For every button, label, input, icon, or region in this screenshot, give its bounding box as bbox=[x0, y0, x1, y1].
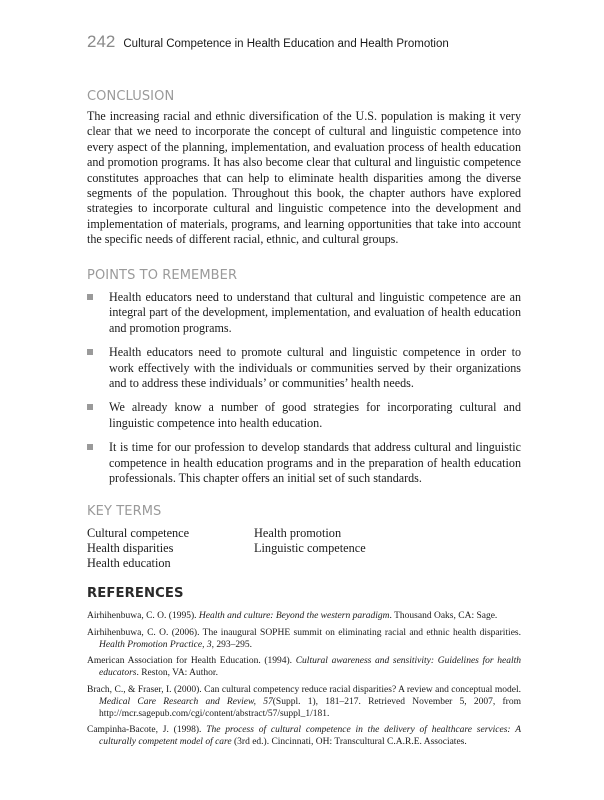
key-term: Linguistic competence bbox=[254, 541, 366, 556]
reference-text: (3rd ed.). Cincinnati, OH: Transcultural C.A.R.E. Associates. bbox=[231, 737, 467, 747]
list-item-text: Health educators need to promote cultural and linguistic competence in order to work effectively with the individuals or communities served by their organizations and to address these individuals’ or communities’ health needs. bbox=[109, 345, 521, 391]
reference-title: The process of cultural competence in the delivery of healthcare services: A culturally competent model of care bbox=[99, 725, 521, 747]
list-item-text: It is time for our profession to develop standards that address cultural and linguistic competence in health education programs and in the preparation of health education professionals. This chapter offers an initial set of such standards. bbox=[109, 440, 521, 486]
reference-entry bbox=[87, 655, 521, 679]
reference-entry bbox=[87, 610, 521, 622]
key-terms-list bbox=[87, 526, 421, 572]
points-heading: POINTS TO REMEMBER bbox=[87, 268, 238, 283]
list-item bbox=[87, 400, 521, 431]
square-bullet-icon bbox=[87, 349, 93, 355]
square-bullet-icon bbox=[87, 444, 93, 450]
list-item bbox=[87, 290, 521, 336]
key-term: Health disparities bbox=[87, 541, 174, 556]
square-bullet-icon bbox=[87, 404, 93, 410]
reference-text: (Suppl. 1), 181–217. Retrieved November 5, 2007, from http://mcr.sagepub.com/cgi/content/abstract/57/suppl_1/181. bbox=[99, 696, 521, 719]
key-term: Health promotion bbox=[254, 526, 342, 540]
points-list bbox=[87, 290, 521, 495]
reference-entry bbox=[87, 684, 521, 720]
conclusion-heading: CONCLUSION bbox=[87, 89, 175, 104]
conclusion-paragraph: The increasing racial and ethnic diversification of the U.S. population is making it very clear that we need to incorporate the concept of cultural and linguistic competence into every aspect of the planning, implementation, and evaluation process of health education and promotion programs. It has also become clear that cultural and linguistic competence constitutes approaches that can help to eliminate health disparities among the diverse segments of the population. Throughout this book, the chapter authors have explored strategies to incorporate cultural and linguistic competence into the development and implementation of materials, programs, and learning opportunities that take into account the specific needs of different racial, ethnic, and cultural groups. bbox=[87, 109, 521, 247]
key-terms-column-1 bbox=[87, 526, 254, 572]
reference-title: Cultural awareness and sensitivity: Guidelines for health educators bbox=[99, 656, 522, 678]
reference-text: Airhihenbuwa, C. O. (2006). The inaugural SOPHE summit on eliminating racial and ethnic health disparities. bbox=[87, 627, 521, 638]
reference-title: Health Promotion Practice, 3 bbox=[99, 639, 212, 650]
running-head bbox=[87, 32, 449, 52]
page-number: 242 bbox=[87, 32, 116, 51]
reference-text: , 293–295. bbox=[211, 639, 252, 650]
list-item bbox=[87, 440, 521, 486]
reference-title: Health and culture: Beyond the western paradigm bbox=[198, 611, 390, 621]
list-item-text: Health educators need to understand that cultural and linguistic competence are an integral part of the development, implementation, and evaluation of health education and promotion programs. bbox=[109, 290, 521, 335]
key-terms-heading: KEY TERMS bbox=[87, 504, 162, 519]
reference-text: Airhihenbuwa, C. O. (1995). bbox=[87, 611, 199, 621]
reference-text: Campinha-Bacote, J. (1998). bbox=[87, 725, 207, 735]
reference-text: American Association for Health Education. (1994). bbox=[87, 656, 296, 666]
reference-entry bbox=[87, 724, 521, 748]
running-title: Cultural Competence in Health Education and Health Promotion bbox=[123, 38, 449, 50]
key-terms-column-2 bbox=[254, 526, 421, 572]
list-item-text: We already know a number of good strategies for incorporating cultural and linguistic competence into health education. bbox=[109, 400, 521, 430]
references-heading: REFERENCES bbox=[87, 586, 184, 601]
key-term: Cultural competence bbox=[87, 526, 190, 540]
references-list bbox=[87, 610, 521, 753]
key-term: Health education bbox=[87, 556, 171, 571]
reference-text: . Thousand Oaks, CA: Sage. bbox=[389, 611, 498, 621]
reference-title: Medical Care Research and Review, 57 bbox=[99, 696, 273, 707]
list-item bbox=[87, 345, 521, 391]
reference-entry bbox=[87, 627, 521, 651]
reference-text: . Reston, VA: Author. bbox=[136, 668, 218, 678]
square-bullet-icon bbox=[87, 294, 93, 300]
reference-text: Brach, C., & Fraser, I. (2000). Can cultural competency reduce racial disparities? A review and conceptual model. bbox=[87, 684, 521, 695]
